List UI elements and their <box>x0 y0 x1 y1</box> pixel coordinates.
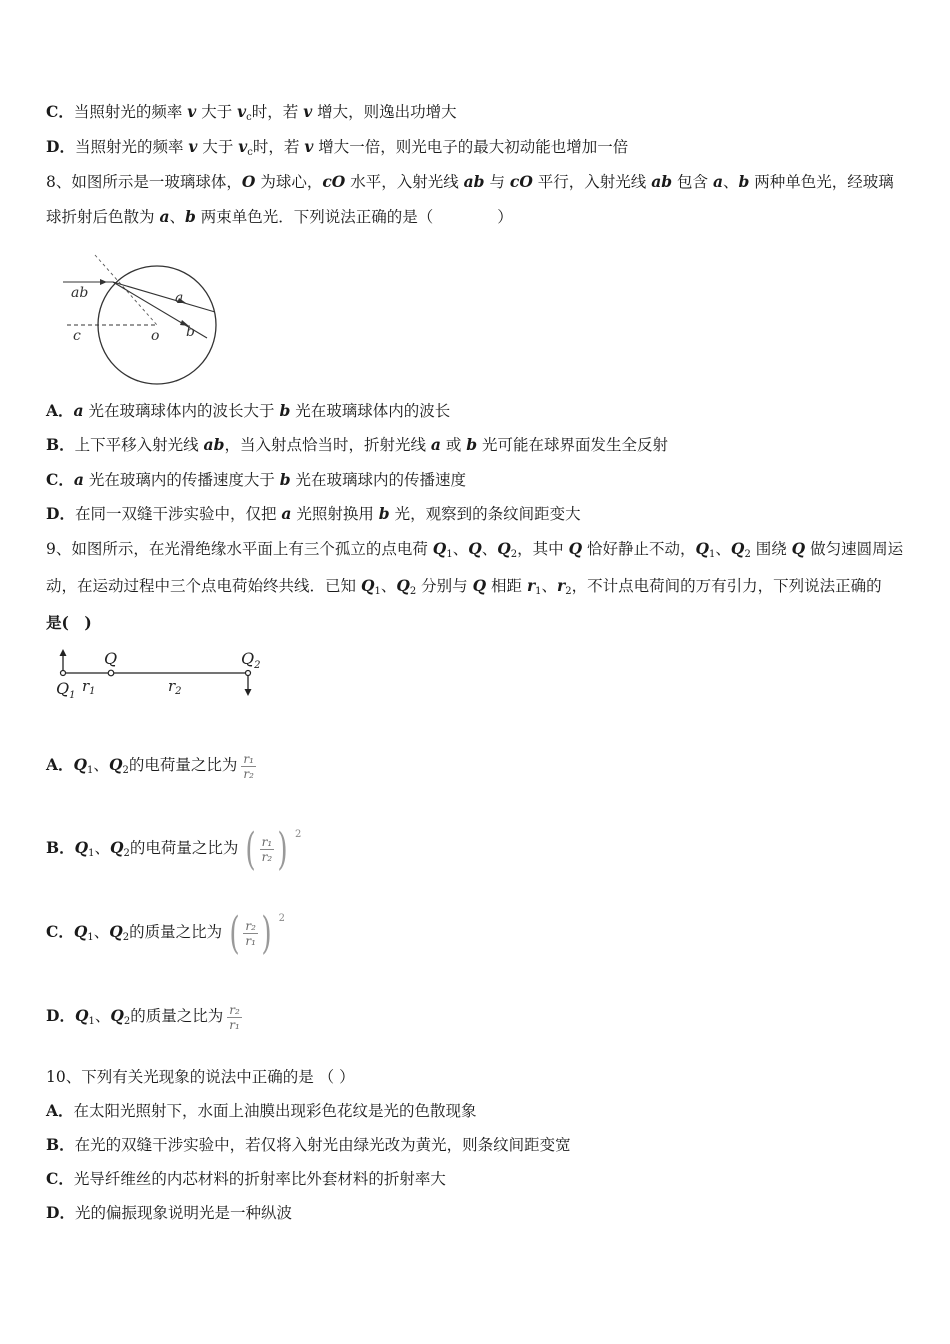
q8-option-d: D．在同一双缝干涉实验中，仅把 a 光照射换用 b 光，观察到的条纹间距变大 <box>46 504 581 523</box>
squared-ratio: ( $\frac{\text{r₂}}{\text{r₁}}$ ) 2 <box>229 907 286 959</box>
option-letter: C． <box>46 102 74 121</box>
ratio-fraction: $\frac{\text{r₁}}{\text{r₂}}$ <box>243 751 254 781</box>
q9-option-a: A．$Q_1$、$Q_2$的电荷量之比为 $\frac{\text{r₁}}{\text{r₂}}$ <box>46 751 254 781</box>
option-letter: D． <box>46 1203 75 1222</box>
q10-option-b: B．在光的双缝干涉实验中，若仅将入射光由绿光改为黄光，则条纹间距变宽 <box>46 1135 571 1154</box>
option-letter: A． <box>46 401 74 420</box>
label-b: b <box>186 324 195 340</box>
option-letter: C． <box>46 922 74 941</box>
label-a: a <box>175 290 184 306</box>
option-letter: D． <box>46 504 75 523</box>
label-q2: $Q_2$ <box>241 649 261 671</box>
q10-option-d: D．光的偏振现象说明光是一种纵波 <box>46 1203 292 1222</box>
option-letter: C． <box>46 470 74 489</box>
q2-arrowhead <box>245 689 252 696</box>
refracted-ray-a <box>113 282 215 312</box>
charge-q1 <box>61 671 66 676</box>
q9-stem-line1: 9、如图所示，在光滑绝缘水平面上有三个孤立的点电荷 $Q_1$、Q、$Q_2$，其中 Q 恰好静止不动，$Q_1$、$Q_2$ 围绕 Q 做匀速圆周运 <box>46 539 904 560</box>
option-letter: B． <box>46 435 75 454</box>
label-q1: $Q_1$ <box>56 679 76 701</box>
option-letter: A． <box>46 1101 74 1120</box>
q9-stem-line2: 动，在运动过程中三个点电荷始终共线．已知 $Q_1$、$Q_2$ 分别与 Q 相距 $r_1$、$r_2$，不计点电荷间的万有引力，下列说法正确的 <box>46 576 882 597</box>
q9-option-d: D．$Q_1$、$Q_2$的质量之比为 $\frac{\text{r₂}}{\text{r₁}}$ <box>46 1002 240 1032</box>
label-ab: ab <box>71 285 89 301</box>
option-letter: A． <box>46 755 74 774</box>
q8-option-a: A．a 光在玻璃球体内的波长大于 b 光在玻璃球体内的波长 <box>46 401 451 420</box>
q8-glass-sphere-figure <box>55 250 230 385</box>
incident-arrowhead <box>100 279 107 285</box>
charge-q <box>108 670 114 676</box>
q8-option-b: B．上下平移入射光线 ab，当入射点恰当时，折射光线 a 或 b 光可能在球界面发生全反射 <box>46 435 669 454</box>
q8-stem-line1: 8、如图所示是一玻璃球体，O 为球心，cO 水平，入射光线 ab 与 cO 平行，入射光线 ab 包含 a、b 两种单色光，经玻璃 <box>46 172 894 191</box>
q8-stem-line2: 球折射后色散为 a、b 两束单色光．下列说法正确的是（ ） <box>46 207 513 226</box>
option-letter: D． <box>46 1006 75 1025</box>
q9-charges-figure <box>50 645 280 705</box>
option-letter: C． <box>46 1169 74 1188</box>
q7-option-d: D．当照射光的频率 v 大于 $v_c$时，若 v 增大一倍，则光电子的最大初动能也增加一倍 <box>46 137 629 158</box>
label-c: c <box>73 328 81 344</box>
q1-arrowhead <box>60 649 67 656</box>
ratio-fraction: $\frac{\text{r₂}}{\text{r₁}}$ <box>229 1002 240 1032</box>
label-r1: $r_1$ <box>82 677 96 697</box>
option-letter: B． <box>46 838 75 857</box>
q10-option-c: C．光导纤维丝的内芯材料的折射率比外套材料的折射率大 <box>46 1169 446 1188</box>
charge-q2 <box>246 671 251 676</box>
q10-stem: 10、下列有关光现象的说法中正确的是 （ ） <box>46 1068 355 1086</box>
q9-option-c: C．$Q_1$、$Q_2$的质量之比为 ( $\frac{\text{r₂}}{\text{r₁}}$ ) 2 <box>46 907 286 959</box>
q7-option-c: C．当照射光的频率 v 大于 $v_c$时，若 v 增大，则逸出功增大 <box>46 102 457 123</box>
label-o: o <box>151 328 160 344</box>
squared-ratio: ( $\frac{\text{r₁}}{\text{r₂}}$ ) 2 <box>245 823 302 875</box>
q9-option-b: B．$Q_1$、$Q_2$的电荷量之比为 ( $\frac{\text{r₁}}{\text{r₂}}$ ) 2 <box>46 823 302 875</box>
label-q: Q <box>104 649 118 668</box>
option-letter: B． <box>46 1135 75 1154</box>
q10-option-a: A．在太阳光照射下，水面上油膜出现彩色花纹是光的色散现象 <box>46 1101 477 1120</box>
q9-stem-line3: 是( ) <box>46 613 92 632</box>
label-r2: $r_2$ <box>168 677 182 697</box>
q8-option-c: C．a 光在玻璃内的传播速度大于 b 光在玻璃球内的传播速度 <box>46 470 467 489</box>
option-letter: D． <box>46 137 75 156</box>
